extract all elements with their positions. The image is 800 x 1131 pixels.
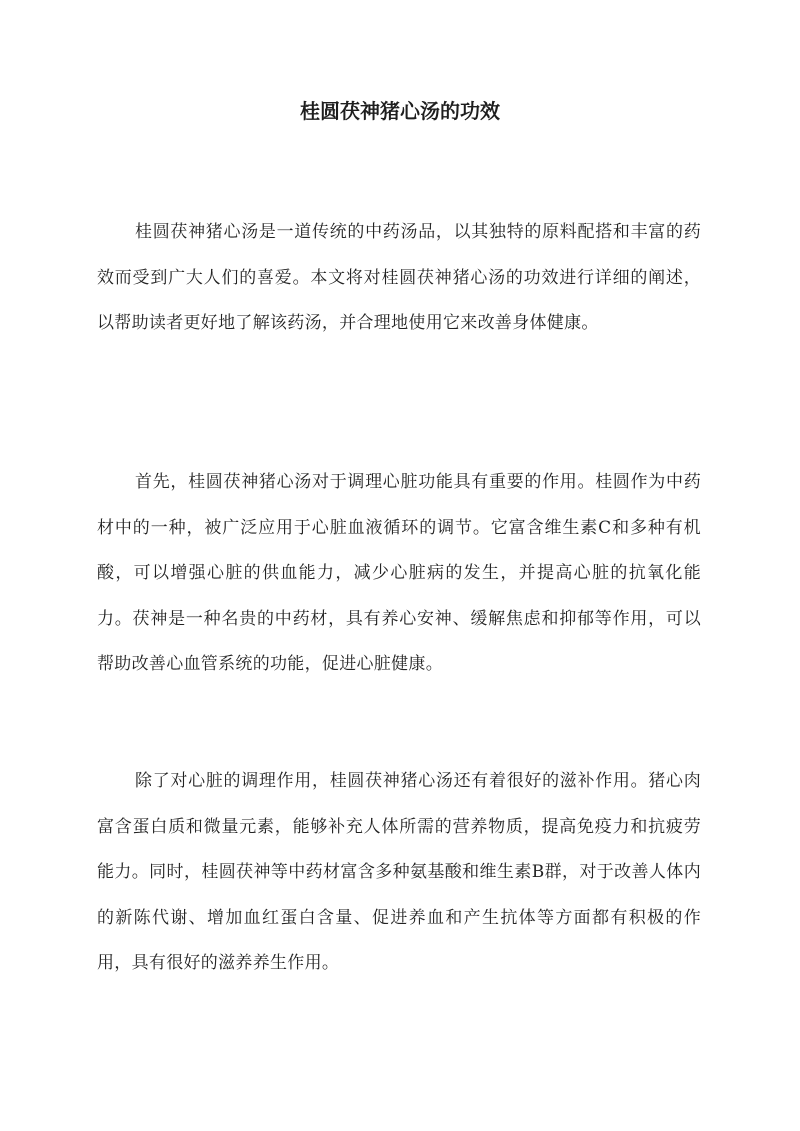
document-title: 桂圆茯神猪心汤的功效: [300, 99, 500, 123]
paragraph-intro: 桂圆茯神猪心汤是一道传统的中药汤品，以其独特的原料配搭和丰富的药效而受到广大人们的喜爱。本文将对桂圆茯神猪心汤的功效进行详细的阐述，以帮助读者更好地了解该药汤，并合理地使用它来改善身体健康。: [97, 222, 701, 333]
paragraph-nourishing: 除了对心脏的调理作用，桂圆茯神猪心汤还有着很好的滋补作用。猪心肉富含蛋白质和微量元素，能够补充人体所需的营养物质，提高免疫力和抗疲劳能力。同时，桂圆茯神等中药材富含多种氨基酸和维生素B群，对于改善人体内的新陈代谢、增加血红蛋白含量、促进养血和产生抗体等方面都有积极的作用，具有很好的滋养养生作用。: [97, 771, 701, 973]
paragraph-heart-function: 首先，桂圆茯神猪心汤对于调理心脏功能具有重要的作用。桂圆作为中药材中的一种，被广泛应用于心脏血液循环的调节。它富含维生素C和多种有机酸，可以增强心脏的供血能力，减少心脏病的发生，并提高心脏的抗氧化能力。茯神是一种名贵的中药材，具有养心安神、缓解焦虑和抑郁等作用，可以帮助改善心血管系统的功能，促进心脏健康。: [97, 472, 701, 674]
